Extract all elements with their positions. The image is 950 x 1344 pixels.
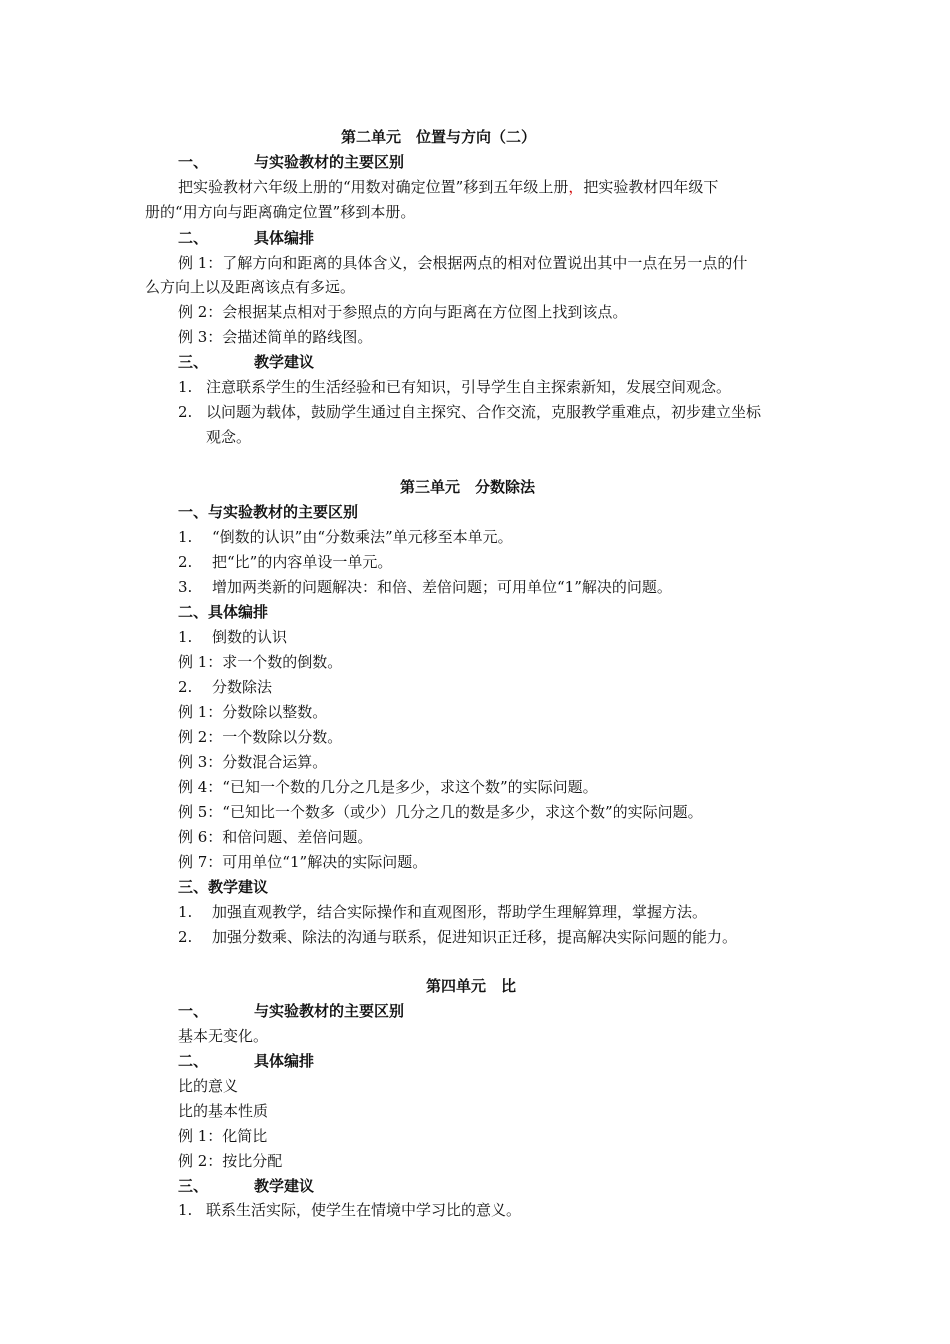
list-text: 注意联系学生的生活经验和已有知识，引导学生自主探索新知，发展空间观念。 (206, 378, 732, 396)
unit4-content1: 比的意义 (178, 1077, 239, 1095)
unit4-title: 第四单元 比 (426, 977, 517, 995)
unit3-example4: 例 4：“已知一个数的几分之几是多少，求这个数”的实际问题。 (178, 778, 598, 796)
list-number: 1. (178, 528, 193, 546)
section-number: 三、 (178, 1177, 209, 1195)
list-number: 2. (178, 928, 193, 946)
section-number: 二、 (178, 229, 209, 247)
section-number: 一、 (178, 153, 209, 171)
unit2-paragraph1-line1 (178, 175, 718, 200)
unit3-example5: 例 5：“已知比一个数多（或少）几分之几的数是多少，求这个数”的实际问题。 (178, 803, 703, 821)
paragraph-text: 把实验教材六年级上册的“用数对确定位置”移到五年级上册 (178, 178, 569, 196)
list-number: 2. (178, 403, 193, 421)
section-title: 教学建议 (254, 353, 315, 371)
unit2-tip1 (178, 375, 731, 400)
section-number: 二、 (178, 1052, 209, 1070)
list-text: 以问题为载体，鼓励学生通过自主探究、合作交流，克服教学重难点，初步建立坐标 (206, 403, 762, 421)
unit3-tip1 (178, 900, 707, 925)
unit2-title: 第二单元 位置与方向（二） (341, 128, 537, 146)
list-text: 联系生活实际，使学生在情境中学习比的意义。 (206, 1201, 522, 1219)
unit4-paragraph1: 基本无变化。 (178, 1027, 269, 1045)
section-number: 一、 (178, 1002, 209, 1020)
unit3-example7: 例 7：可用单位“1”解决的实际问题。 (178, 853, 428, 871)
list-text: 加强分数乘、除法的沟通与联系，促进知识正迁移，提高解决实际问题的能力。 (212, 928, 738, 946)
unit2-section1-heading (178, 150, 404, 175)
section-title: 具体编排 (254, 1052, 315, 1070)
section-title: 与实验教材的主要区别 (254, 153, 405, 171)
unit4-tip1 (178, 1198, 521, 1223)
unit2-example2: 例 2：会根据某点相对于参照点的方向与距离在方位图上找到该点。 (178, 303, 628, 321)
unit4-section2-heading (178, 1049, 314, 1074)
unit3-example1: 例 1：分数除以整数。 (178, 703, 328, 721)
unit3-section1-heading: 一、与实验教材的主要区别 (178, 503, 359, 521)
unit2-tip2-line1 (178, 400, 761, 425)
unit2-example1-line2: 么方向上以及距离该点有多远。 (145, 278, 356, 296)
section-number: 三、 (178, 353, 209, 371)
unit2-example1-line1: 例 1：了解方向和距离的具体含义，会根据两点的相对位置说出其中一点在另一点的什 (178, 254, 748, 272)
unit3-diff2 (178, 550, 392, 575)
red-comma: ， (568, 178, 584, 196)
list-number: 2. (178, 553, 193, 571)
unit4-example2: 例 2：按比分配 (178, 1152, 283, 1170)
list-number: 1. (178, 903, 193, 921)
unit2-tip2-line2: 观念。 (206, 428, 252, 446)
unit3-arrange1 (178, 625, 287, 650)
unit4-example1: 例 1：化简比 (178, 1127, 268, 1145)
unit3-example2: 例 2：一个数除以分数。 (178, 728, 343, 746)
list-text: “倒数的认识”由“分数乘法”单元移至本单元。 (212, 528, 513, 546)
unit3-title: 第三单元 分数除法 (400, 478, 536, 496)
unit2-paragraph1-line2: 册的“用方向与距离确定位置”移到本册。 (145, 203, 416, 221)
list-number: 1. (178, 628, 193, 646)
unit2-example3: 例 3：会描述简单的路线图。 (178, 328, 373, 346)
list-text: 增加两类新的问题解决：和倍、差倍问题；可用单位“1”解决的问题。 (212, 578, 672, 596)
unit2-section2-heading (178, 226, 314, 251)
unit2-section3-heading (178, 350, 314, 375)
unit3-diff1 (178, 525, 513, 550)
list-text: 分数除法 (212, 678, 273, 696)
list-text: 把“比”的内容单设一单元。 (212, 553, 393, 571)
unit3-example6: 例 6：和倍问题、差倍问题。 (178, 828, 373, 846)
section-title: 教学建议 (254, 1177, 315, 1195)
list-number: 1. (178, 378, 193, 396)
unit3-diff3 (178, 575, 672, 600)
unit4-section3-heading (178, 1174, 314, 1199)
unit3-tip2 (178, 925, 737, 950)
list-text: 倒数的认识 (212, 628, 288, 646)
paragraph-text: 把实验教材四年级下 (583, 178, 719, 196)
list-text: 加强直观教学，结合实际操作和直观图形，帮助学生理解算理，掌握方法。 (212, 903, 708, 921)
list-number: 3. (178, 578, 193, 596)
unit3-section3-heading: 三、教学建议 (178, 878, 269, 896)
section-title: 与实验教材的主要区别 (254, 1002, 405, 1020)
list-number: 2. (178, 678, 193, 696)
unit4-section1-heading (178, 999, 404, 1024)
unit4-content2: 比的基本性质 (178, 1102, 269, 1120)
list-number: 1. (178, 1201, 193, 1219)
section-title: 具体编排 (254, 229, 315, 247)
unit3-arrange1-example1: 例 1：求一个数的倒数。 (178, 653, 343, 671)
unit3-arrange2 (178, 675, 272, 700)
unit3-example3: 例 3：分数混合运算。 (178, 753, 328, 771)
unit3-section2-heading: 二、具体编排 (178, 603, 269, 621)
